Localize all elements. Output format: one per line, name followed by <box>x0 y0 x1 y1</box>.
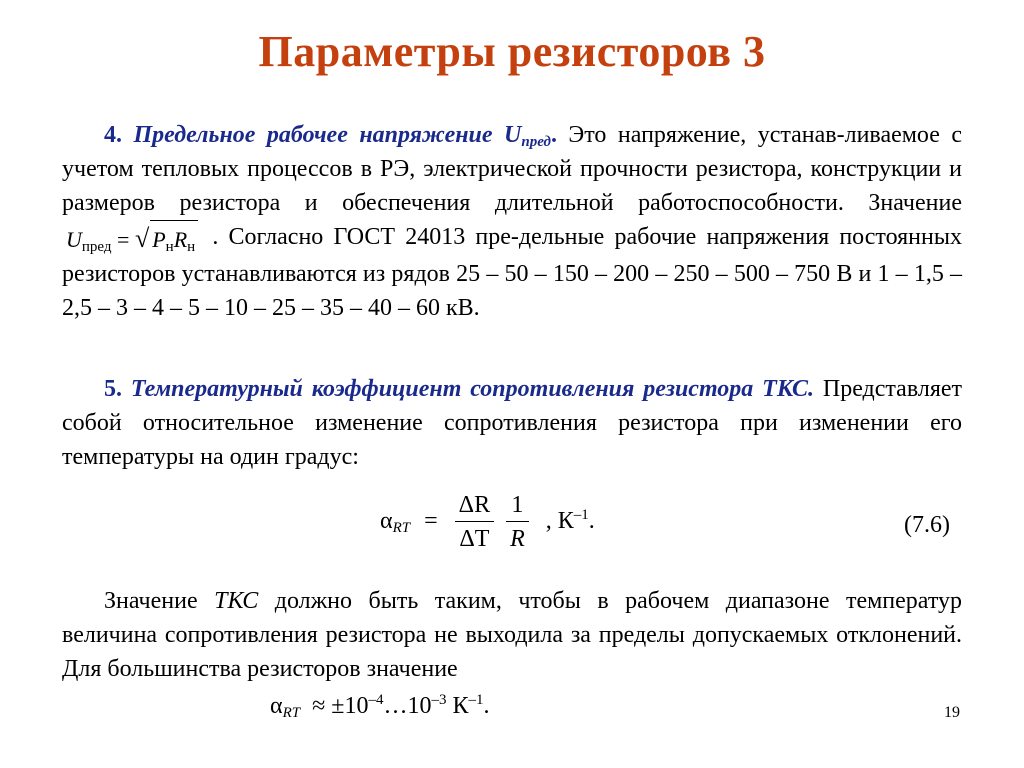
max-voltage-text-1: Это напряжение, устанав-ливаемое с учетом тепловых процессов в РЭ, электрической прочности резистора, конструкции и размеров резистора и обеспечения длительной работоспособности. Значение <box>62 122 963 216</box>
sqrt-symbol: √ <box>134 224 150 253</box>
paragraph-tcr-value: Значение ТКС должно быть таким, чтобы в рабочем диапазоне температур величина сопротивления резистора не выходила за пределы допускаемых отклонений. Для большинства резисторов значение <box>62 588 962 682</box>
equation-number: (7.6) <box>904 512 950 538</box>
tcr-heading: Температурный коэффициент сопротивления резистора ТКС. <box>130 376 814 402</box>
fraction-delta: $\frac{\Delta R}{\Delta T}$ <box>455 492 494 553</box>
max-voltage-text-2: . Согласно ГОСТ 24013 пре-дельные рабочие напряжения постоянных резисторов устанавливаются из рядов 25 – 50 – 150 – 200 – 250 – 500 – 750 В и 1 – 1,5 – 2,5 – 3 – 4 – 5 – 10 – 25 – 35 – 40 – 60 кВ. <box>62 224 962 321</box>
item-number-5: 5. <box>104 376 122 402</box>
paragraph-tcr <box>62 372 962 474</box>
tks-abbrev: ТКС <box>214 588 259 614</box>
fraction-inverse-r: $\frac{1}{R}$ <box>506 492 529 553</box>
tcr-formula: $\alpha_{RT}$ = $\frac{\Delta R}{\Delta T}$ $\frac{1}{R}$ , $К^{-1}$. <box>380 492 595 552</box>
tcr-text: Представляет собой относительное изменение сопротивления резистора при изменении его температуры на один градус: <box>62 376 963 470</box>
max-voltage-heading: Предельное рабочее напряжение $U_{пред}$ <box>133 122 551 150</box>
slide-title: Параметры резисторов 3 <box>258 27 766 76</box>
max-voltage-formula: $U_{пред}$ = √ $P_нR_н$ <box>66 220 198 257</box>
tcr-range-formula: $\alpha_{RT}$ ≈ $\pm 10^{-4}\dots 10^{-3}$ $К^{-1}$. <box>270 692 490 721</box>
paragraph-max-voltage: 4. Предельное рабочее напряжение $U_{пред}$. Это напряжение, устанав-ливаемое с учетом тепловых процессов в РЭ, электрической прочности резистора, конструкции и размеров резистора и обеспечения длительной работоспособности. Значение $U_{пред}$ = √ $P_нR_н$ . Согласно ГОСТ 24013 пре-дельные рабочие напряжения постоянных резисторов устанавливаются из рядов 25 – 50 – 150 – 200 – 250 – 500 – 750 В и 1 – 1,5 – 2,5 – 3 – 4 – 5 – 10 – 25 – 35 – 40 – 60 кВ. <box>62 122 963 321</box>
page-number: 19 <box>944 704 960 721</box>
item-number-4: 4. <box>104 122 122 148</box>
